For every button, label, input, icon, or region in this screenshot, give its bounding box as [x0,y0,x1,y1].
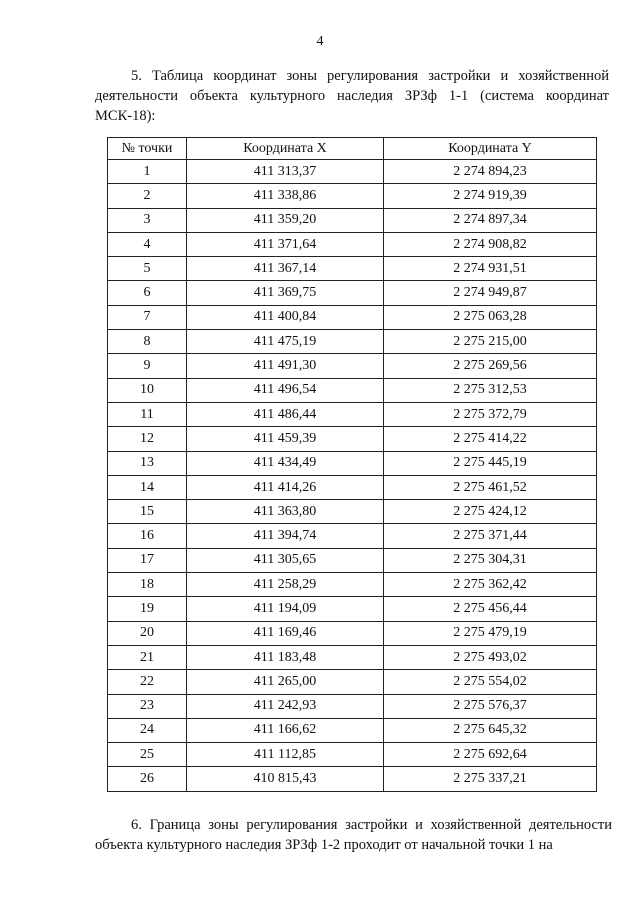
cell-coordinate-y: 2 274 919,39 [384,184,597,208]
cell-coordinate-y: 2 275 493,02 [384,645,597,669]
column-header-coordinate-y: Координата Y [384,138,597,160]
cell-coordinate-y: 2 275 554,02 [384,670,597,694]
cell-coordinate-y: 2 274 949,87 [384,281,597,305]
cell-coordinate-x: 411 258,29 [187,573,384,597]
cell-point-number: 23 [108,694,187,718]
cell-coordinate-y: 2 275 312,53 [384,378,597,402]
cell-coordinate-y: 2 274 897,34 [384,208,597,232]
cell-coordinate-x: 411 491,30 [187,354,384,378]
cell-coordinate-y: 2 274 894,23 [384,160,597,184]
coordinates-table [107,137,597,792]
cell-coordinate-x: 411 496,54 [187,378,384,402]
cell-point-number: 3 [108,208,187,232]
cell-coordinate-y: 2 275 063,28 [384,305,597,329]
table-header-row [108,138,597,160]
cell-coordinate-y: 2 275 456,44 [384,597,597,621]
cell-coordinate-x: 411 486,44 [187,402,384,426]
cell-coordinate-y: 2 275 337,21 [384,767,597,791]
cell-point-number: 18 [108,573,187,597]
table-row [108,160,597,184]
table-row [108,621,597,645]
table-row [108,500,597,524]
cell-coordinate-x: 411 265,00 [187,670,384,694]
cell-coordinate-y: 2 275 362,42 [384,573,597,597]
cell-coordinate-y: 2 275 414,22 [384,427,597,451]
table-row [108,597,597,621]
cell-point-number: 26 [108,767,187,791]
cell-coordinate-x: 411 359,20 [187,208,384,232]
cell-point-number: 5 [108,257,187,281]
cell-point-number: 17 [108,548,187,572]
table-row [108,402,597,426]
cell-coordinate-x: 411 369,75 [187,281,384,305]
cell-point-number: 19 [108,597,187,621]
cell-coordinate-y: 2 275 372,79 [384,402,597,426]
cell-coordinate-y: 2 275 269,56 [384,354,597,378]
cell-coordinate-x: 411 371,64 [187,232,384,256]
cell-coordinate-y: 2 275 304,31 [384,548,597,572]
cell-coordinate-y: 2 274 908,82 [384,232,597,256]
cell-coordinate-y: 2 275 645,32 [384,718,597,742]
cell-point-number: 25 [108,743,187,767]
cell-point-number: 15 [108,500,187,524]
table-row [108,451,597,475]
cell-coordinate-x: 411 169,46 [187,621,384,645]
table-row [108,257,597,281]
cell-coordinate-y: 2 275 479,19 [384,621,597,645]
cell-point-number: 9 [108,354,187,378]
cell-coordinate-x: 411 414,26 [187,475,384,499]
column-header-point-number: № точки [108,138,187,160]
cell-point-number: 16 [108,524,187,548]
table-row [108,694,597,718]
table-row [108,645,597,669]
table-body [108,160,597,792]
cell-point-number: 6 [108,281,187,305]
cell-coordinate-y: 2 275 576,37 [384,694,597,718]
table-row [108,281,597,305]
cell-coordinate-y: 2 275 445,19 [384,451,597,475]
cell-point-number: 13 [108,451,187,475]
next-section-text: 6. Граница зоны регулирования застройки и хозяйственной деятельности объекта культурного наследия ЗРЗф 1-2 проходит от начальной точки 1 на [95,817,612,853]
cell-coordinate-x: 411 475,19 [187,330,384,354]
cell-point-number: 1 [108,160,187,184]
cell-coordinate-x: 411 183,48 [187,645,384,669]
cell-coordinate-x: 411 112,85 [187,743,384,767]
table-row [108,767,597,791]
cell-coordinate-x: 411 363,80 [187,500,384,524]
cell-coordinate-x: 411 459,39 [187,427,384,451]
cell-point-number: 10 [108,378,187,402]
cell-coordinate-x: 411 194,09 [187,597,384,621]
page-number: 4 [316,34,324,49]
table-row [108,670,597,694]
cell-coordinate-y: 2 275 692,64 [384,743,597,767]
table-row [108,305,597,329]
table-row [108,208,597,232]
cell-point-number: 22 [108,670,187,694]
table-row [108,184,597,208]
column-header-coordinate-x: Координата X [187,138,384,160]
cell-coordinate-x: 411 338,86 [187,184,384,208]
cell-point-number: 24 [108,718,187,742]
table-row [108,548,597,572]
cell-coordinate-x: 411 367,14 [187,257,384,281]
cell-coordinate-x: 411 313,37 [187,160,384,184]
table-row [108,475,597,499]
table-row [108,330,597,354]
cell-coordinate-x: 411 242,93 [187,694,384,718]
table-row [108,378,597,402]
cell-coordinate-y: 2 275 424,12 [384,500,597,524]
cell-coordinate-y: 2 275 461,52 [384,475,597,499]
cell-point-number: 21 [108,645,187,669]
cell-coordinate-y: 2 275 371,44 [384,524,597,548]
cell-coordinate-x: 411 394,74 [187,524,384,548]
cell-point-number: 2 [108,184,187,208]
cell-coordinate-y: 2 275 215,00 [384,330,597,354]
cell-point-number: 4 [108,232,187,256]
cell-coordinate-x: 411 305,65 [187,548,384,572]
cell-coordinate-x: 411 400,84 [187,305,384,329]
cell-point-number: 11 [108,402,187,426]
cell-coordinate-y: 2 274 931,51 [384,257,597,281]
section-heading: 5. Таблица координат зоны регулирования застройки и хозяйственной деятельности объекта культурного наследия ЗРЗф 1-1 (система координат МСК-18): [95,68,609,124]
table-row [108,718,597,742]
cell-coordinate-x: 411 166,62 [187,718,384,742]
cell-point-number: 7 [108,305,187,329]
cell-point-number: 14 [108,475,187,499]
cell-point-number: 8 [108,330,187,354]
cell-point-number: 12 [108,427,187,451]
table-row [108,232,597,256]
cell-point-number: 20 [108,621,187,645]
table-row [108,354,597,378]
cell-coordinate-x: 411 434,49 [187,451,384,475]
table-row [108,573,597,597]
table-row [108,524,597,548]
table-row [108,743,597,767]
table-row [108,427,597,451]
cell-coordinate-x: 410 815,43 [187,767,384,791]
